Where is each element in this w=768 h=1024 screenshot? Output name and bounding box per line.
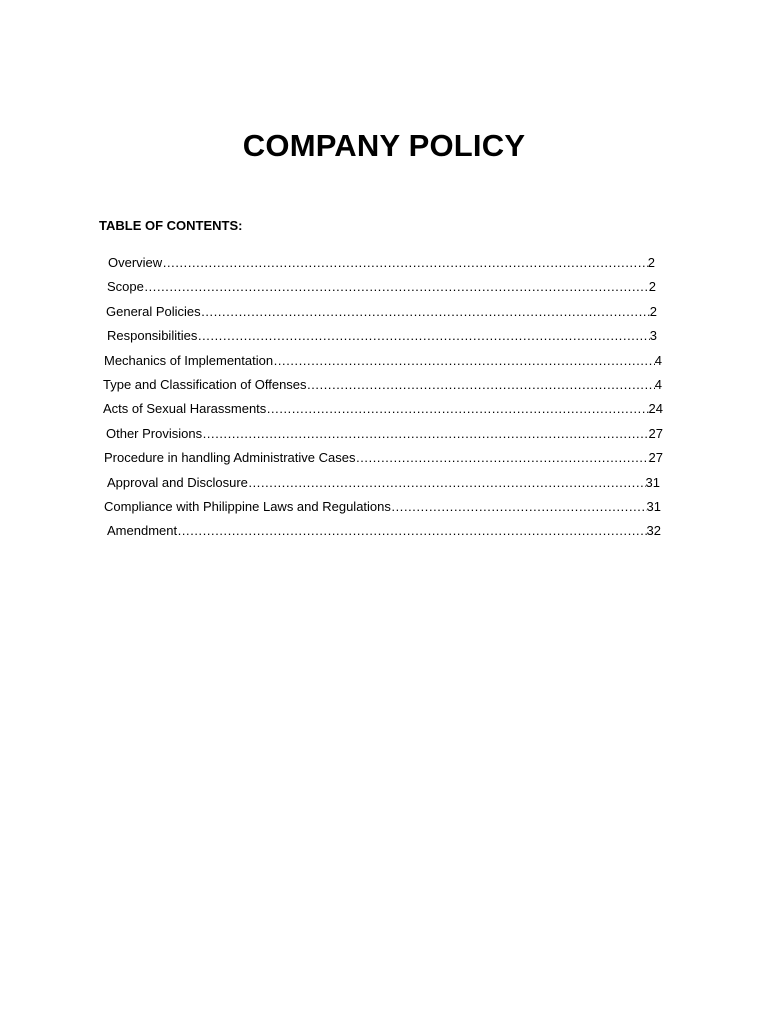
toc-entry-responsibilities xyxy=(0,327,768,351)
toc-entry-page: 2 xyxy=(647,255,655,270)
toc-dot-leader xyxy=(202,425,648,442)
toc-entry-amendment xyxy=(0,522,768,546)
toc-entry-label: Other Provisions xyxy=(106,425,203,441)
toc-entry-page: 4 xyxy=(654,352,662,368)
toc-entry-page: 31 xyxy=(646,498,661,514)
toc-heading: TABLE OF CONTENTS: xyxy=(99,218,243,233)
toc-dot-leader xyxy=(177,522,646,539)
toc-entry-page: 2 xyxy=(648,279,656,295)
toc-entry-procedure-administrative-cases xyxy=(0,449,768,473)
toc-entry-label: Procedure in handling Administrative Cases xyxy=(104,450,356,466)
toc-dot-leader xyxy=(162,254,648,271)
toc-entry-general-policies xyxy=(0,303,768,327)
toc-entry-label: Compliance with Philippine Laws and Regulations xyxy=(104,498,391,514)
table-of-contents xyxy=(0,254,768,547)
toc-entry-label: Acts of Sexual Harassments xyxy=(103,401,267,417)
toc-dot-leader xyxy=(201,303,650,320)
toc-entry-page: 24 xyxy=(648,401,663,417)
toc-entry-mechanics-of-implementation xyxy=(0,352,768,376)
toc-entry-page: 32 xyxy=(646,523,661,539)
toc-entry-page: 31 xyxy=(645,474,660,490)
toc-dot-leader xyxy=(248,474,646,491)
toc-entry-page: 27 xyxy=(648,425,663,441)
toc-entry-label: Mechanics of Implementation xyxy=(104,352,274,368)
toc-entry-label: Amendment xyxy=(107,523,178,539)
toc-dot-leader xyxy=(391,498,647,515)
toc-dot-leader xyxy=(197,327,649,344)
toc-entry-label: Type and Classification of Offenses xyxy=(103,376,307,392)
toc-dot-leader xyxy=(144,278,649,295)
toc-entry-label: General Policies xyxy=(106,303,201,319)
toc-entry-page: 4 xyxy=(654,376,662,392)
toc-entry-other-provisions xyxy=(0,425,768,449)
toc-entry-page: 2 xyxy=(649,303,657,319)
toc-entry-label: Responsibilities xyxy=(107,328,198,344)
toc-entry-label: Scope xyxy=(107,279,144,295)
toc-entry-label: Overview xyxy=(108,255,163,270)
toc-entry-page: 3 xyxy=(649,328,657,344)
toc-dot-leader xyxy=(266,400,648,417)
toc-dot-leader xyxy=(355,449,648,466)
toc-entry-overview xyxy=(0,254,768,278)
toc-dot-leader xyxy=(307,376,655,393)
toc-entry-compliance-philippine-laws xyxy=(0,498,768,522)
document-title: COMPANY POLICY xyxy=(242,128,526,163)
toc-entry-type-and-classification-of-offenses xyxy=(0,376,768,400)
toc-dot-leader xyxy=(273,352,655,369)
toc-entry-approval-and-disclosure xyxy=(0,474,768,498)
toc-entry-acts-of-sexual-harassments xyxy=(0,400,768,424)
toc-entry-label: Approval and Disclosure xyxy=(107,474,248,490)
toc-entry-scope xyxy=(0,278,768,302)
toc-entry-page: 27 xyxy=(648,450,663,466)
